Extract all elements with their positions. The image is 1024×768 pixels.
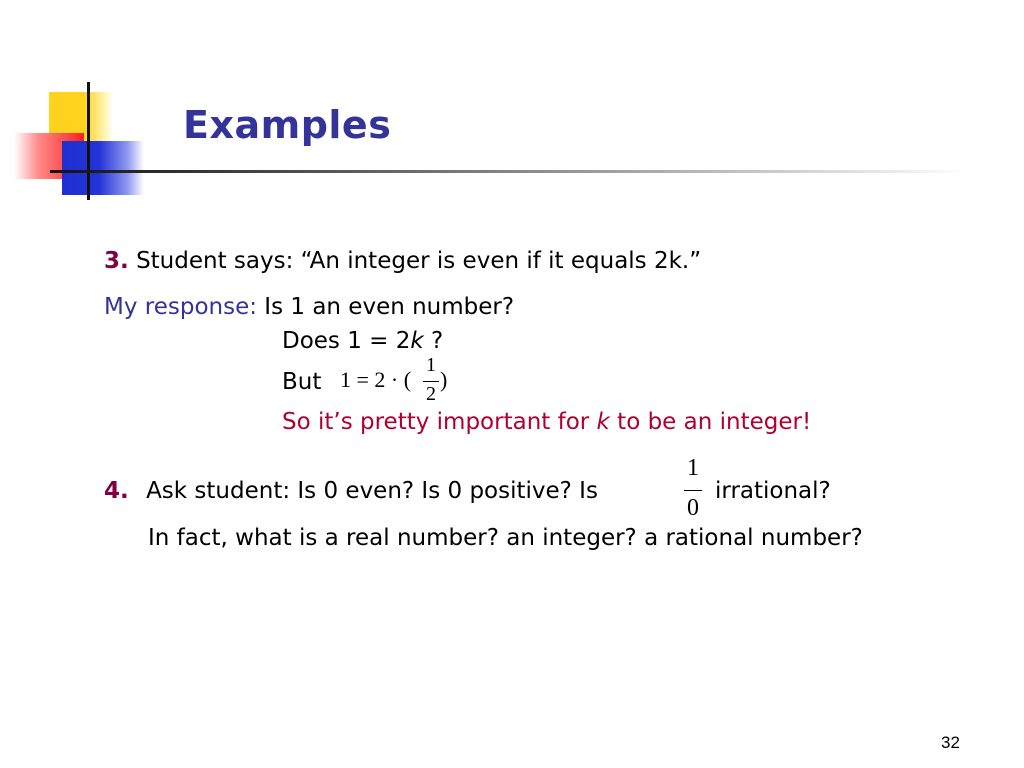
- example-4-fraction: [684, 455, 702, 525]
- conclusion-prefix: So it’s pretty important for: [282, 409, 597, 435]
- logo-vertical-line: [87, 82, 90, 200]
- conclusion-line: [282, 409, 811, 435]
- response-line: [104, 294, 514, 320]
- response-label: My response:: [104, 294, 257, 320]
- equation-fraction-bar: [423, 381, 439, 382]
- example-3-statement: Student says: “An integer is even if it equals 2k.”: [136, 248, 702, 274]
- logo-blue-square: [62, 141, 144, 195]
- title-underline: [50, 170, 970, 173]
- equation-right: ): [440, 367, 448, 392]
- example-4-fraction-denominator: 0: [687, 495, 699, 521]
- example-4-fraction-bar: [684, 490, 702, 491]
- equation-left: 1 = 2 · (: [340, 367, 412, 392]
- page-number: 32: [941, 733, 960, 752]
- equation-fraction: [423, 354, 439, 410]
- does-line: [282, 328, 443, 354]
- does-suffix: ?: [423, 328, 444, 354]
- example-4-follow-up: In fact, what is a real number? an integer? a rational number?: [148, 525, 863, 551]
- example-4-fraction-numerator: 1: [687, 455, 699, 481]
- example-3-number: 3.: [104, 248, 129, 274]
- conclusion-var: k: [596, 409, 610, 435]
- does-var: k: [410, 328, 424, 354]
- conclusion-suffix: to be an integer!: [609, 409, 812, 435]
- equation-fraction-denominator: 2: [426, 383, 436, 405]
- response-question: Is 1 an even number?: [264, 294, 515, 320]
- does-prefix: Does 1 = 2: [282, 328, 411, 354]
- example-3-line: [104, 248, 701, 274]
- example-4-question: Ask student: Is 0 even? Is 0 positive? Is: [146, 478, 598, 504]
- example-4-number: 4.: [104, 478, 129, 504]
- slide-title: Examples: [183, 103, 392, 147]
- example-4-line: [104, 478, 598, 504]
- but-label: But: [282, 369, 322, 395]
- equation-fraction-numerator: 1: [426, 354, 436, 376]
- example-4-suffix: irrational?: [715, 478, 831, 504]
